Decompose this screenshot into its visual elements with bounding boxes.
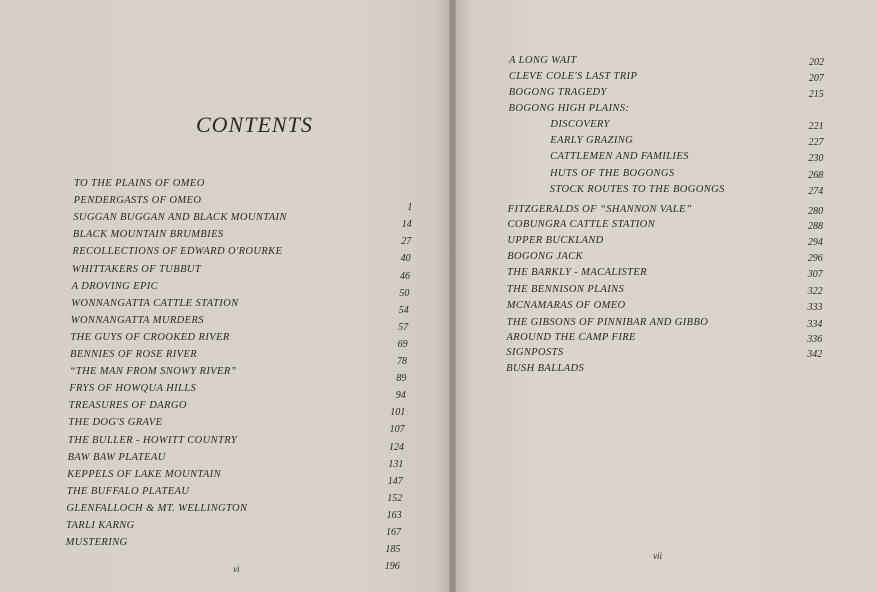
toc-entry-page: 101: [390, 407, 406, 419]
contents-title: CONTENTS: [196, 112, 313, 137]
toc-entry-page: 54: [398, 304, 409, 316]
toc-entry-title: EARLY GRAZING: [550, 135, 634, 146]
toc-entry-page: 50: [399, 287, 410, 299]
toc-entry-page: 147: [387, 475, 403, 487]
toc-entry-title: BOGONG TRAGEDY: [508, 87, 607, 98]
toc-entry-title: RECOLLECTIONS OF EDWARD O'ROURKE: [72, 246, 283, 258]
toc-entry-page: 334: [807, 319, 823, 330]
toc-entry-title: THE BULLER - HOWITT COUNTRY: [68, 434, 238, 446]
toc-entry-title: TARLI KARNG: [66, 520, 135, 531]
toc-entry-page: 89: [396, 373, 407, 385]
toc-entry-page: 274: [808, 186, 824, 197]
toc-entry-page: 107: [389, 424, 405, 436]
toc-entry-page: 167: [386, 527, 401, 538]
toc-entry-page: 333: [807, 302, 823, 313]
toc-entry-title: BENNIES OF ROSE RIVER: [70, 349, 198, 360]
toc-entry-title: COBUNGRA CATTLE STATION: [507, 219, 655, 230]
toc-entry-title: STOCK ROUTES TO THE BOGONGS: [549, 184, 725, 195]
toc-entry-title: KEPPELS OF LAKE MOUNTAIN: [67, 468, 221, 480]
toc-entry-page: 342: [807, 349, 823, 360]
toc-entry-title: CATTLEMEN AND FAMILIES: [550, 151, 689, 162]
toc-entry-page: 1: [407, 202, 413, 214]
page-number-vi: vi: [233, 564, 240, 574]
toc-entry-page: 215: [808, 89, 824, 100]
toc-entry-page: 78: [397, 356, 407, 367]
toc-entry-title: THE BARKLY - MACALISTER: [507, 267, 647, 278]
toc-entry-title: DISCOVERY: [550, 119, 610, 130]
toc-entry-title: FRYS OF HOWQUA HILLS: [69, 383, 197, 395]
toc-entry-title: UPPER BUCKLAND: [507, 235, 604, 246]
toc-entry-page: 57: [398, 321, 409, 333]
toc-entry-page: 202: [809, 57, 824, 68]
toc-entry-page: 230: [808, 153, 824, 164]
toc-entry-title: A DROVING EPIC: [71, 280, 159, 292]
toc-entry-title: MUSTERING: [65, 537, 128, 549]
toc-entry-title: BOGONG HIGH PLAINS:: [508, 103, 630, 114]
toc-entry-title: A LONG WAIT: [509, 55, 577, 66]
toc-entry-title: WHITTAKERS OF TUBBUT: [72, 263, 202, 275]
toc-entry-title: WONNANGATTA CATTLE STATION: [71, 297, 239, 309]
toc-entry-page: 336: [807, 334, 823, 345]
toc-entry-page: 40: [400, 253, 411, 265]
toc-entry-page: 124: [389, 441, 404, 453]
toc-entry-title: BUSH BALLADS: [506, 363, 585, 374]
toc-entry-page: 152: [387, 492, 403, 504]
toc-entry-title: SUGGAN BUGGAN AND BLACK MOUNTAIN: [73, 212, 287, 224]
toc-entry-page: 46: [400, 270, 410, 282]
toc-entry-title: CLEVE COLE'S LAST TRIP: [508, 71, 638, 82]
toc-entry-page: 94: [395, 390, 406, 402]
toc-entry-page: 288: [808, 221, 823, 232]
toc-entry-page: 69: [397, 338, 408, 350]
toc-entry-page: 294: [807, 237, 823, 248]
toc-entry-title: AROUND THE CAMP FIRE: [506, 332, 636, 343]
toc-entry-page: 307: [807, 269, 823, 280]
toc-entry-page: 207: [808, 73, 824, 84]
toc-entry-title: THE GUYS OF CROOKED RIVER: [70, 331, 230, 343]
toc-entry-page: 185: [385, 544, 401, 556]
toc-entry-title: “THE MAN FROM SNOWY RIVER”: [69, 366, 237, 378]
toc-entry-page: 227: [808, 137, 824, 148]
toc-entry-page: 27: [401, 236, 412, 248]
toc-entry-page: 131: [388, 458, 404, 470]
toc-entry-title: BOGONG JACK: [507, 251, 584, 262]
toc-entry-title: THE BENNISON PLAINS: [506, 284, 625, 295]
toc-entry-page: 221: [808, 121, 824, 132]
toc-entry-title: FITZGERALDS OF “SHANNON VALE”: [507, 204, 693, 215]
toc-entry-title: THE DOG'S GRAVE: [68, 417, 163, 429]
page-number-vii: vii: [653, 551, 662, 561]
toc-entry-page: 14: [401, 219, 412, 231]
toc-entry-title: TREASURES OF DARGO: [68, 400, 187, 412]
toc-entry-page: 268: [808, 170, 824, 181]
toc-entry-title: MCNAMARAS OF OMEO: [506, 300, 626, 311]
toc-entry-title: GLENFALLOCH & MT. WELLINGTON: [66, 502, 248, 514]
toc-entry-title: BLACK MOUNTAIN BRUMBIES: [72, 229, 224, 241]
toc-entry-page: 296: [807, 253, 823, 264]
toc-entry-title: PENDERGASTS OF OMEO: [73, 195, 202, 207]
toc-entry-page: 163: [386, 509, 402, 521]
right-page: [456, 0, 877, 592]
toc-entry-title: HUTS OF THE BOGONGS: [549, 168, 675, 179]
toc-entry-title: SIGNPOSTS: [506, 347, 564, 358]
toc-entry-title: THE GIBSONS OF PINNIBAR AND GIBBO: [506, 317, 709, 328]
toc-entry-title: THE BUFFALO PLATEAU: [66, 485, 190, 497]
toc-entry-page: 280: [808, 206, 824, 217]
toc-entry-title: TO THE PLAINS OF OMEO: [74, 178, 205, 189]
toc-entry-page: 196: [384, 561, 400, 573]
toc-entry-title: BAW BAW PLATEAU: [67, 451, 166, 463]
toc-entry-page: 322: [807, 286, 823, 297]
book-gutter: [449, 0, 456, 592]
toc-entry-title: WONNANGATTA MURDERS: [70, 314, 204, 326]
